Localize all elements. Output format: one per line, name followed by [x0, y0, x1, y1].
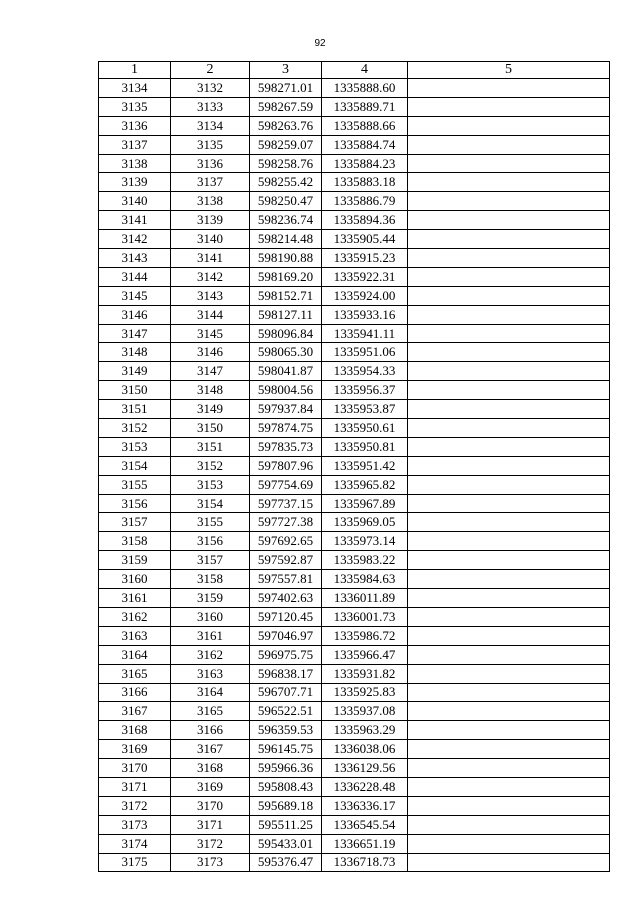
cell-point-number: 3144: [99, 267, 171, 286]
cell-previous-number: 3156: [171, 532, 250, 551]
cell-note: [408, 400, 610, 419]
table-row: [99, 834, 610, 853]
cell-coordinate-x: 598169.20: [250, 267, 322, 286]
cell-coordinate-x: 598214.48: [250, 230, 322, 249]
cell-note: [408, 267, 610, 286]
cell-point-number: 3146: [99, 305, 171, 324]
cell-coordinate-x: 597692.65: [250, 532, 322, 551]
cell-note: [408, 135, 610, 154]
cell-point-number: 3164: [99, 645, 171, 664]
cell-coordinate-x: 596145.75: [250, 740, 322, 759]
table-row: [99, 400, 610, 419]
cell-point-number: 3145: [99, 286, 171, 305]
cell-previous-number: 3154: [171, 494, 250, 513]
cell-coordinate-y: 1335888.66: [322, 116, 408, 135]
table-row: [99, 853, 610, 872]
table-row: [99, 664, 610, 683]
cell-note: [408, 494, 610, 513]
cell-note: [408, 437, 610, 456]
cell-coordinate-y: 1335922.31: [322, 267, 408, 286]
cell-coordinate-x: 597557.81: [250, 570, 322, 589]
cell-point-number: 3137: [99, 135, 171, 154]
cell-previous-number: 3169: [171, 777, 250, 796]
cell-coordinate-y: 1335969.05: [322, 513, 408, 532]
table-row: [99, 97, 610, 116]
cell-note: [408, 740, 610, 759]
cell-previous-number: 3162: [171, 645, 250, 664]
cell-note: [408, 513, 610, 532]
header-row: [99, 62, 610, 79]
table-row: [99, 815, 610, 834]
cell-point-number: 3140: [99, 192, 171, 211]
cell-previous-number: 3142: [171, 267, 250, 286]
cell-coordinate-y: 1335951.06: [322, 343, 408, 362]
cell-note: [408, 607, 610, 626]
cell-coordinate-y: 1336718.73: [322, 853, 408, 872]
cell-coordinate-x: 595376.47: [250, 853, 322, 872]
cell-previous-number: 3135: [171, 135, 250, 154]
cell-coordinate-y: 1335950.61: [322, 419, 408, 438]
table-row: [99, 419, 610, 438]
cell-point-number: 3139: [99, 173, 171, 192]
cell-coordinate-x: 597807.96: [250, 456, 322, 475]
table-row: [99, 740, 610, 759]
table-row: [99, 381, 610, 400]
cell-point-number: 3143: [99, 249, 171, 268]
cell-coordinate-x: 595511.25: [250, 815, 322, 834]
cell-point-number: 3141: [99, 211, 171, 230]
cell-coordinate-y: 1335889.71: [322, 97, 408, 116]
cell-point-number: 3158: [99, 532, 171, 551]
table-row: [99, 721, 610, 740]
cell-point-number: 3160: [99, 570, 171, 589]
cell-coordinate-y: 1335956.37: [322, 381, 408, 400]
cell-previous-number: 3141: [171, 249, 250, 268]
cell-coordinate-y: 1335925.83: [322, 683, 408, 702]
cell-note: [408, 116, 610, 135]
cell-note: [408, 286, 610, 305]
cell-previous-number: 3148: [171, 381, 250, 400]
cell-note: [408, 815, 610, 834]
cell-note: [408, 589, 610, 608]
cell-note: [408, 343, 610, 362]
cell-note: [408, 626, 610, 645]
cell-coordinate-x: 597754.69: [250, 475, 322, 494]
cell-note: [408, 419, 610, 438]
cell-previous-number: 3167: [171, 740, 250, 759]
cell-previous-number: 3171: [171, 815, 250, 834]
cell-point-number: 3162: [99, 607, 171, 626]
cell-coordinate-y: 1336651.19: [322, 834, 408, 853]
cell-note: [408, 777, 610, 796]
cell-note: [408, 97, 610, 116]
cell-coordinate-y: 1335967.89: [322, 494, 408, 513]
table-row: [99, 267, 610, 286]
cell-point-number: 3155: [99, 475, 171, 494]
cell-note: [408, 796, 610, 815]
cell-coordinate-x: 598250.47: [250, 192, 322, 211]
cell-coordinate-x: 598041.87: [250, 362, 322, 381]
cell-coordinate-x: 598236.74: [250, 211, 322, 230]
cell-coordinate-y: 1335894.36: [322, 211, 408, 230]
cell-coordinate-y: 1336038.06: [322, 740, 408, 759]
cell-coordinate-x: 598004.56: [250, 381, 322, 400]
cell-coordinate-y: 1335933.16: [322, 305, 408, 324]
table-row: [99, 79, 610, 98]
cell-coordinate-y: 1335973.14: [322, 532, 408, 551]
cell-previous-number: 3158: [171, 570, 250, 589]
cell-point-number: 3169: [99, 740, 171, 759]
cell-point-number: 3149: [99, 362, 171, 381]
cell-coordinate-y: 1335951.42: [322, 456, 408, 475]
table-row: [99, 192, 610, 211]
column-header-2: 2: [171, 62, 250, 79]
cell-note: [408, 362, 610, 381]
table-row: [99, 645, 610, 664]
cell-coordinate-y: 1335924.00: [322, 286, 408, 305]
cell-point-number: 3163: [99, 626, 171, 645]
cell-point-number: 3148: [99, 343, 171, 362]
cell-note: [408, 305, 610, 324]
cell-coordinate-x: 596707.71: [250, 683, 322, 702]
cell-point-number: 3168: [99, 721, 171, 740]
cell-previous-number: 3159: [171, 589, 250, 608]
cell-coordinate-y: 1336228.48: [322, 777, 408, 796]
table-row: [99, 551, 610, 570]
cell-point-number: 3136: [99, 116, 171, 135]
cell-previous-number: 3153: [171, 475, 250, 494]
cell-point-number: 3138: [99, 154, 171, 173]
cell-point-number: 3147: [99, 324, 171, 343]
column-header-3: 3: [250, 62, 322, 79]
table-row: [99, 324, 610, 343]
cell-previous-number: 3152: [171, 456, 250, 475]
cell-previous-number: 3163: [171, 664, 250, 683]
cell-note: [408, 532, 610, 551]
cell-previous-number: 3149: [171, 400, 250, 419]
cell-coordinate-x: 598271.01: [250, 79, 322, 98]
cell-coordinate-y: 1335986.72: [322, 626, 408, 645]
cell-note: [408, 759, 610, 778]
cell-coordinate-x: 598267.59: [250, 97, 322, 116]
table-row: [99, 437, 610, 456]
table-row: [99, 116, 610, 135]
cell-note: [408, 645, 610, 664]
table-row: [99, 532, 610, 551]
cell-previous-number: 3173: [171, 853, 250, 872]
cell-coordinate-x: 596522.51: [250, 702, 322, 721]
cell-note: [408, 154, 610, 173]
cell-note: [408, 79, 610, 98]
cell-coordinate-x: 596975.75: [250, 645, 322, 664]
cell-point-number: 3175: [99, 853, 171, 872]
cell-coordinate-x: 597046.97: [250, 626, 322, 645]
cell-note: [408, 456, 610, 475]
cell-coordinate-y: 1335941.11: [322, 324, 408, 343]
cell-note: [408, 230, 610, 249]
table-row: [99, 230, 610, 249]
cell-coordinate-x: 596838.17: [250, 664, 322, 683]
cell-point-number: 3166: [99, 683, 171, 702]
cell-previous-number: 3157: [171, 551, 250, 570]
cell-coordinate-x: 597874.75: [250, 419, 322, 438]
cell-point-number: 3167: [99, 702, 171, 721]
cell-previous-number: 3145: [171, 324, 250, 343]
cell-coordinate-x: 595433.01: [250, 834, 322, 853]
cell-coordinate-y: 1335888.60: [322, 79, 408, 98]
table-row: [99, 759, 610, 778]
page-number: 92: [314, 38, 326, 49]
cell-coordinate-y: 1335950.81: [322, 437, 408, 456]
table-row: [99, 607, 610, 626]
cell-point-number: 3142: [99, 230, 171, 249]
cell-note: [408, 173, 610, 192]
cell-point-number: 3173: [99, 815, 171, 834]
cell-point-number: 3156: [99, 494, 171, 513]
cell-note: [408, 721, 610, 740]
cell-coordinate-x: 595808.43: [250, 777, 322, 796]
cell-previous-number: 3132: [171, 79, 250, 98]
cell-coordinate-x: 597937.84: [250, 400, 322, 419]
cell-note: [408, 853, 610, 872]
cell-coordinate-x: 598096.84: [250, 324, 322, 343]
table-row: [99, 211, 610, 230]
cell-coordinate-y: 1335884.23: [322, 154, 408, 173]
cell-point-number: 3174: [99, 834, 171, 853]
cell-coordinate-x: 598263.76: [250, 116, 322, 135]
cell-coordinate-y: 1335915.23: [322, 249, 408, 268]
cell-previous-number: 3172: [171, 834, 250, 853]
cell-previous-number: 3133: [171, 97, 250, 116]
cell-previous-number: 3144: [171, 305, 250, 324]
cell-point-number: 3134: [99, 79, 171, 98]
cell-coordinate-y: 1336336.17: [322, 796, 408, 815]
cell-point-number: 3135: [99, 97, 171, 116]
cell-coordinate-y: 1335983.22: [322, 551, 408, 570]
table-header: [99, 62, 610, 79]
table-row: [99, 249, 610, 268]
table-row: [99, 135, 610, 154]
cell-note: [408, 381, 610, 400]
cell-point-number: 3170: [99, 759, 171, 778]
cell-point-number: 3157: [99, 513, 171, 532]
cell-note: [408, 664, 610, 683]
cell-point-number: 3159: [99, 551, 171, 570]
cell-previous-number: 3136: [171, 154, 250, 173]
cell-previous-number: 3161: [171, 626, 250, 645]
cell-previous-number: 3147: [171, 362, 250, 381]
cell-coordinate-y: 1335984.63: [322, 570, 408, 589]
cell-point-number: 3165: [99, 664, 171, 683]
cell-previous-number: 3137: [171, 173, 250, 192]
cell-coordinate-y: 1335966.47: [322, 645, 408, 664]
cell-coordinate-x: 598255.42: [250, 173, 322, 192]
table-body: [99, 79, 610, 872]
cell-note: [408, 683, 610, 702]
cell-previous-number: 3165: [171, 702, 250, 721]
cell-coordinate-x: 597737.15: [250, 494, 322, 513]
table-row: [99, 513, 610, 532]
cell-coordinate-y: 1335937.08: [322, 702, 408, 721]
cell-point-number: 3171: [99, 777, 171, 796]
cell-coordinate-x: 595966.36: [250, 759, 322, 778]
cell-coordinate-y: 1336011.89: [322, 589, 408, 608]
cell-coordinate-y: 1336129.56: [322, 759, 408, 778]
cell-note: [408, 475, 610, 494]
cell-point-number: 3151: [99, 400, 171, 419]
cell-previous-number: 3170: [171, 796, 250, 815]
cell-coordinate-y: 1335965.82: [322, 475, 408, 494]
cell-note: [408, 702, 610, 721]
cell-coordinate-x: 597835.73: [250, 437, 322, 456]
table-row: [99, 777, 610, 796]
cell-note: [408, 834, 610, 853]
table-row: [99, 456, 610, 475]
cell-coordinate-x: 598127.11: [250, 305, 322, 324]
cell-coordinate-x: 598190.88: [250, 249, 322, 268]
table-row: [99, 626, 610, 645]
cell-previous-number: 3146: [171, 343, 250, 362]
cell-coordinate-x: 597402.63: [250, 589, 322, 608]
cell-previous-number: 3134: [171, 116, 250, 135]
table-row: [99, 702, 610, 721]
cell-coordinate-x: 597727.38: [250, 513, 322, 532]
coordinates-table: [98, 61, 610, 872]
cell-point-number: 3152: [99, 419, 171, 438]
table-row: [99, 683, 610, 702]
cell-note: [408, 192, 610, 211]
cell-previous-number: 3138: [171, 192, 250, 211]
table-row: [99, 570, 610, 589]
cell-point-number: 3161: [99, 589, 171, 608]
column-header-4: 4: [322, 62, 408, 79]
cell-point-number: 3153: [99, 437, 171, 456]
cell-coordinate-y: 1335905.44: [322, 230, 408, 249]
cell-point-number: 3172: [99, 796, 171, 815]
cell-note: [408, 249, 610, 268]
table-row: [99, 494, 610, 513]
cell-previous-number: 3150: [171, 419, 250, 438]
cell-coordinate-y: 1335883.18: [322, 173, 408, 192]
cell-coordinate-y: 1335931.82: [322, 664, 408, 683]
cell-note: [408, 211, 610, 230]
table-row: [99, 305, 610, 324]
table-row: [99, 154, 610, 173]
cell-point-number: 3150: [99, 381, 171, 400]
table-row: [99, 589, 610, 608]
cell-coordinate-x: 598152.71: [250, 286, 322, 305]
cell-previous-number: 3151: [171, 437, 250, 456]
cell-coordinate-x: 598259.07: [250, 135, 322, 154]
cell-previous-number: 3139: [171, 211, 250, 230]
table-row: [99, 343, 610, 362]
table-row: [99, 362, 610, 381]
cell-coordinate-x: 598258.76: [250, 154, 322, 173]
table-row: [99, 796, 610, 815]
cell-coordinate-y: 1335963.29: [322, 721, 408, 740]
cell-coordinate-y: 1335954.33: [322, 362, 408, 381]
cell-coordinate-x: 598065.30: [250, 343, 322, 362]
cell-coordinate-y: 1336545.54: [322, 815, 408, 834]
cell-coordinate-x: 596359.53: [250, 721, 322, 740]
table-row: [99, 475, 610, 494]
cell-previous-number: 3164: [171, 683, 250, 702]
cell-coordinate-x: 595689.18: [250, 796, 322, 815]
table-row: [99, 173, 610, 192]
cell-coordinate-y: 1335953.87: [322, 400, 408, 419]
cell-point-number: 3154: [99, 456, 171, 475]
cell-coordinate-y: 1335884.74: [322, 135, 408, 154]
cell-note: [408, 551, 610, 570]
cell-coordinate-y: 1336001.73: [322, 607, 408, 626]
cell-previous-number: 3140: [171, 230, 250, 249]
column-header-1: 1: [99, 62, 171, 79]
column-header-5: 5: [408, 62, 610, 79]
cell-previous-number: 3168: [171, 759, 250, 778]
cell-coordinate-y: 1335886.79: [322, 192, 408, 211]
cell-previous-number: 3155: [171, 513, 250, 532]
cell-previous-number: 3143: [171, 286, 250, 305]
cell-previous-number: 3160: [171, 607, 250, 626]
cell-previous-number: 3166: [171, 721, 250, 740]
cell-note: [408, 570, 610, 589]
cell-coordinate-x: 597120.45: [250, 607, 322, 626]
table-row: [99, 286, 610, 305]
cell-note: [408, 324, 610, 343]
cell-coordinate-x: 597592.87: [250, 551, 322, 570]
